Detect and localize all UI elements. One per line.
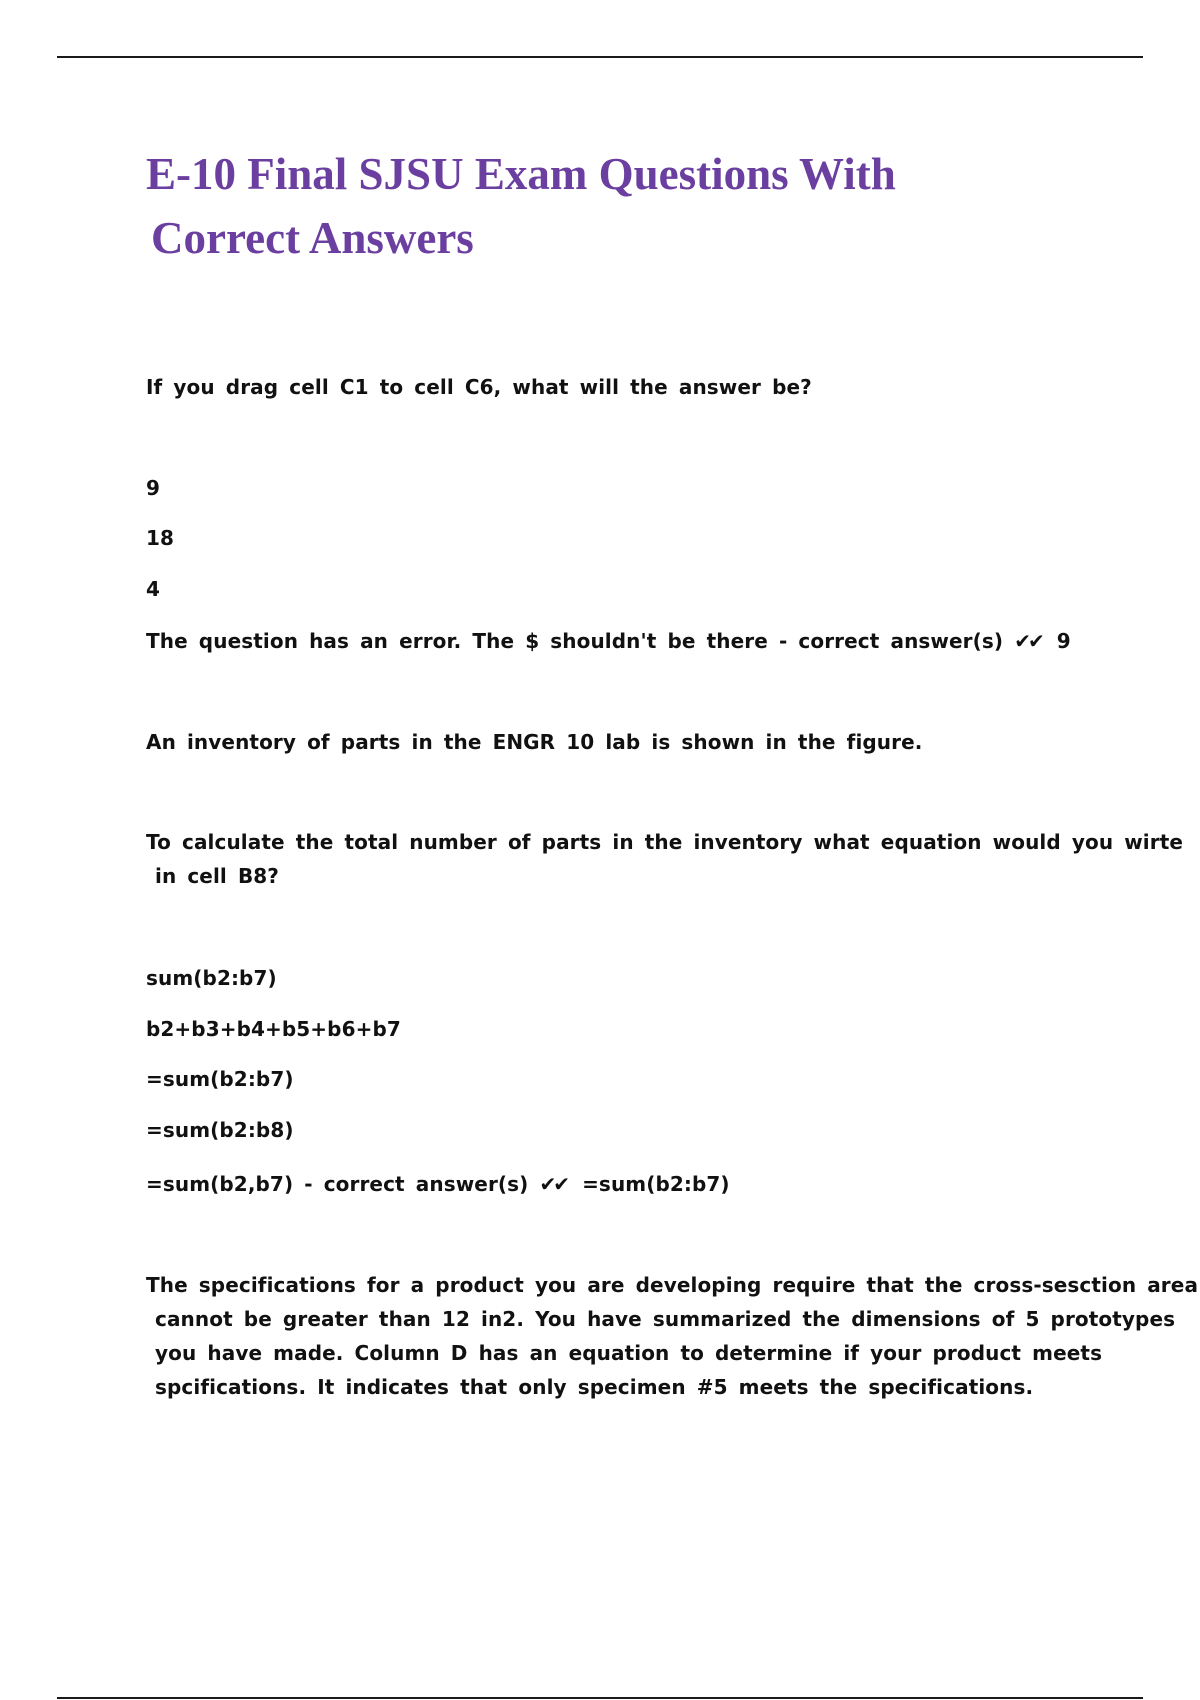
question-1-option-3: 4 — [146, 577, 161, 601]
bottom-rule — [57, 1697, 1143, 1699]
question-2-intro: An inventory of parts in the ENGR 10 lab is shown in the figure. — [146, 730, 923, 754]
question-1-text: If you drag cell C1 to cell C6, what will the answer be? — [146, 375, 812, 399]
question-3-line-2: cannot be greater than 12 in2. You have summarized the dimensions of 5 prototypes — [155, 1307, 1176, 1331]
question-1-answer — [146, 624, 1071, 658]
question-3-text — [146, 1268, 1198, 1404]
question-3-line-3: you have made. Column D has an equation to determine if your product meets — [155, 1341, 1103, 1365]
question-2-option-4: =sum(b2:b8) — [146, 1118, 294, 1142]
question-2-answer-prefix: =sum(b2,b7) - correct answer(s) — [146, 1172, 529, 1196]
question-2-answer-value: =sum(b2:b7) — [582, 1172, 730, 1196]
double-check-icon: ✔✔ — [539, 1172, 567, 1196]
question-3-line-1: The specifications for a product you are developing require that the cross-sesction area — [146, 1273, 1199, 1297]
title-line-1: E-10 Final SJSU Exam Questions With — [146, 149, 896, 199]
question-1-option-1: 9 — [146, 476, 161, 500]
question-2-text-line-1: To calculate the total number of parts in the inventory what equation would you wirte — [146, 830, 1184, 854]
question-2-text-line-2: in cell B8? — [155, 864, 280, 888]
top-rule — [57, 56, 1143, 58]
question-2-text — [146, 825, 1183, 893]
question-1-answer-value: 9 — [1056, 629, 1071, 653]
question-1-option-2: 18 — [146, 526, 175, 550]
double-check-icon: ✔✔ — [1014, 629, 1042, 653]
question-1-answer-prefix: The question has an error. The $ shouldn't be there - correct answer(s) — [146, 629, 1004, 653]
question-2-option-2: b2+b3+b4+b5+b6+b7 — [146, 1017, 401, 1041]
title-line-2: Correct Answers — [151, 213, 474, 263]
document-title — [146, 142, 1046, 270]
question-2-answer — [146, 1167, 730, 1201]
question-3-line-4: spcifications. It indicates that only specimen #5 meets the specifications. — [155, 1375, 1034, 1399]
question-2-option-1: sum(b2:b7) — [146, 966, 277, 990]
question-2-option-3: =sum(b2:b7) — [146, 1067, 294, 1091]
